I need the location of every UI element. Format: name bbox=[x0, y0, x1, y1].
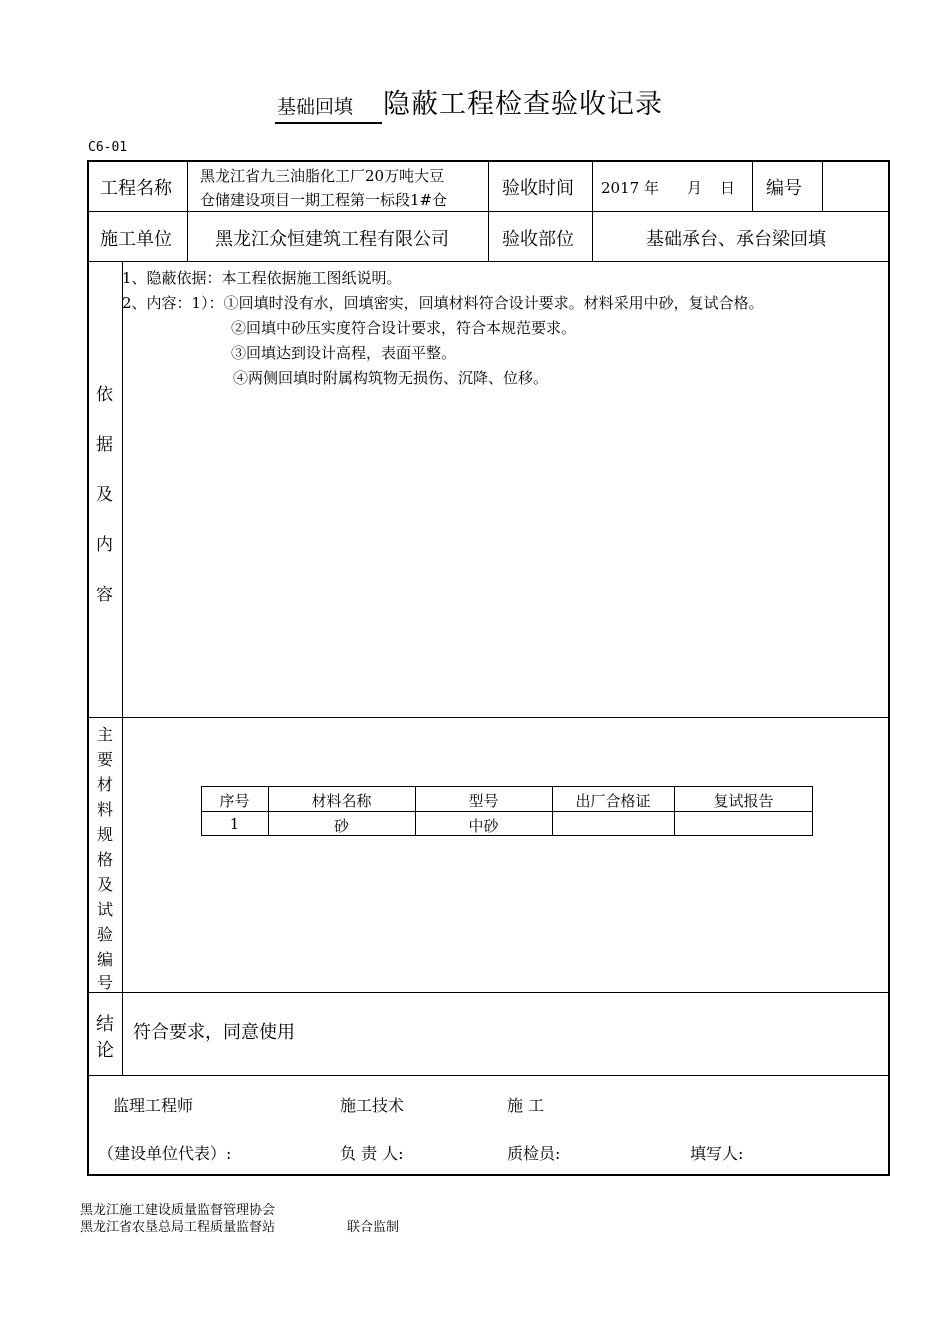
materials-header-cell: 序号 bbox=[219, 792, 250, 810]
contractor-label: 施工单位 bbox=[100, 229, 172, 250]
conclusion-text: 符合要求，同意使用 bbox=[133, 1022, 295, 1043]
acceptance-part-label: 验收部位 bbox=[502, 229, 574, 250]
col-divider-c bbox=[592, 160, 593, 261]
contractor-value: 黑龙江众恒建筑工程有限公司 bbox=[215, 229, 449, 250]
materials-label-char: 规 bbox=[97, 825, 114, 844]
acceptance-time-label: 验收时间 bbox=[502, 178, 574, 199]
construction-label: 施 工 bbox=[507, 1096, 545, 1115]
tech-responsible-label: 负 责 人: bbox=[340, 1144, 404, 1163]
footer-joint: 联合监制 bbox=[347, 1220, 400, 1235]
materials-row-cell: 砂 bbox=[333, 817, 349, 835]
row-divider-3 bbox=[87, 717, 890, 718]
conclusion-label-char: 论 bbox=[96, 1040, 114, 1061]
form-code: C6-01 bbox=[88, 140, 128, 155]
materials-label-char: 及 bbox=[97, 875, 114, 894]
supervisor-label: 监理工程师 bbox=[113, 1096, 194, 1115]
acceptance-year: 2017 年 bbox=[601, 179, 659, 197]
tech-label: 施工技术 bbox=[340, 1096, 405, 1115]
materials-header-cell: 出厂合格证 bbox=[575, 792, 651, 810]
project-name-label: 工程名称 bbox=[100, 178, 172, 199]
acceptance-month: 月 bbox=[687, 179, 703, 197]
conclusion-label-char: 结 bbox=[96, 1014, 114, 1035]
materials-row-cell: 中砂 bbox=[468, 817, 499, 835]
supervisor-rep-label: （建设单位代表）: bbox=[98, 1144, 232, 1163]
basis-line: 1、隐蔽依据：本工程依据施工图纸说明。 bbox=[122, 269, 402, 287]
acceptance-part-value: 基础承台、承台梁回填 bbox=[646, 229, 826, 250]
title-underline bbox=[275, 122, 382, 124]
filler-label: 填写人: bbox=[690, 1144, 744, 1163]
basis-label-char: 容 bbox=[96, 585, 113, 605]
label-col-divider bbox=[122, 261, 123, 1075]
row-divider-4 bbox=[87, 992, 890, 993]
inspector-label: 质检员: bbox=[507, 1144, 561, 1163]
materials-row-cell: 1 bbox=[229, 815, 240, 833]
title-main: 隐蔽工程检查验收记录 bbox=[383, 89, 663, 120]
title-prefix: 基础回填 bbox=[277, 96, 354, 118]
materials-header-cell: 型号 bbox=[468, 792, 499, 810]
document-title bbox=[275, 82, 715, 126]
col-divider-e bbox=[822, 160, 823, 211]
materials-header-divider bbox=[201, 811, 813, 812]
materials-label-char: 试 bbox=[97, 900, 114, 919]
number-label: 编号 bbox=[766, 178, 802, 199]
materials-header-cell: 材料名称 bbox=[311, 792, 372, 810]
project-name-line1: 黑龙江省九三油脂化工厂20万吨大豆 bbox=[200, 167, 445, 185]
row-divider-2 bbox=[87, 261, 890, 262]
basis-label-char: 内 bbox=[96, 535, 113, 555]
materials-label-char: 材 bbox=[97, 775, 114, 794]
content-line: ④两侧回填时附属构筑物无损伤、沉降、位移。 bbox=[233, 369, 549, 387]
content-line: ③回填达到设计高程，表面平整。 bbox=[231, 344, 457, 362]
basis-label-char: 及 bbox=[96, 485, 113, 505]
col-divider-d bbox=[752, 160, 753, 211]
content-line: ②回填中砂压实度符合设计要求，符合本规范要求。 bbox=[231, 319, 577, 337]
project-name-line2: 仓储建设项目一期工程第一标段1#仓 bbox=[200, 191, 448, 209]
materials-label-char: 要 bbox=[97, 750, 114, 769]
acceptance-day: 日 bbox=[720, 179, 736, 197]
materials-label-char: 号 bbox=[97, 973, 114, 992]
basis-label-char: 依 bbox=[96, 385, 113, 405]
materials-header-cell: 复试报告 bbox=[713, 792, 774, 810]
footer-association: 黑龙江施工建设质量监督管理协会 bbox=[80, 1203, 276, 1218]
basis-label-char: 据 bbox=[96, 435, 113, 455]
materials-label-char: 主 bbox=[97, 725, 114, 744]
materials-label-char: 料 bbox=[97, 800, 114, 819]
col-divider-a bbox=[187, 160, 188, 261]
content-line: 2、内容：1）：①回填时没有水，回填密实，回填材料符合设计要求。材料采用中砂，复试合格。 bbox=[122, 294, 764, 312]
col-divider-b bbox=[488, 160, 489, 261]
materials-label-char: 编 bbox=[97, 950, 114, 969]
materials-label-char: 格 bbox=[97, 850, 114, 869]
footer-station: 黑龙江省农垦总局工程质量监督站 bbox=[80, 1220, 276, 1235]
materials-label-char: 验 bbox=[97, 925, 114, 944]
row-divider-5 bbox=[87, 1075, 890, 1076]
